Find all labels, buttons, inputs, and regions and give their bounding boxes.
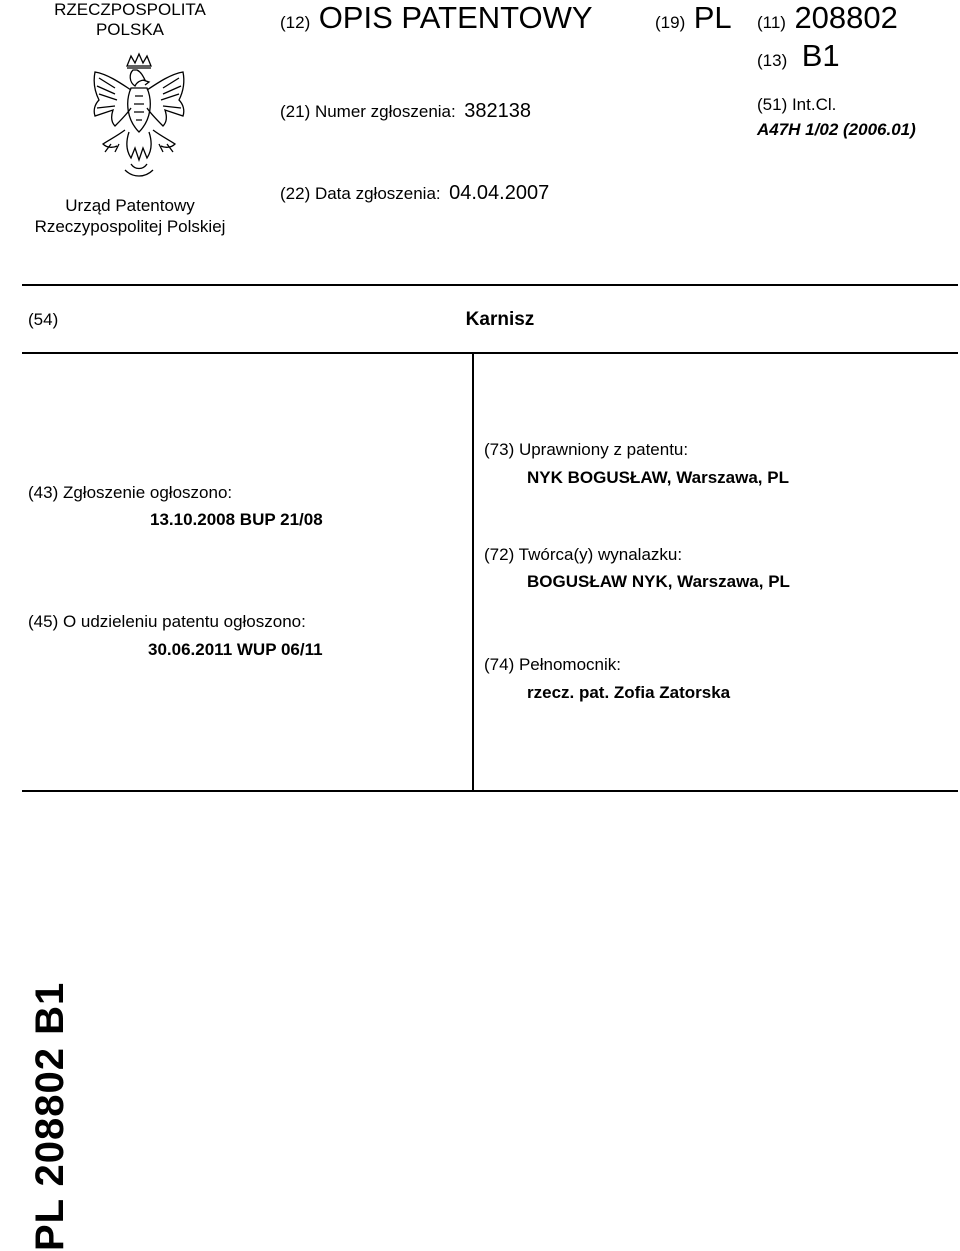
code-21: (21) Numer zgłoszenia: <box>280 102 456 121</box>
code-22: (22) Data zgłoszenia: <box>280 184 441 203</box>
proprietor-value: NYK BOGUSŁAW, Warszawa, PL <box>527 468 789 487</box>
country-code-text: PL <box>693 0 732 35</box>
publication-43-value: 13.10.2008 BUP 21/08 <box>150 510 323 529</box>
int-cl-label: (51) Int.Cl. <box>757 95 837 114</box>
country-name <box>40 0 220 40</box>
application-number <box>280 100 531 123</box>
code-73: (73) Uprawniony z patentu: <box>484 440 689 459</box>
country-code <box>655 0 732 36</box>
code-19: (19) <box>655 13 686 32</box>
side-patent-label: PL 208802 B1 <box>28 981 72 1251</box>
document-type-text: OPIS PATENTOWY <box>318 0 593 35</box>
inventor-value: BOGUSŁAW NYK, Warszawa, PL <box>527 572 790 591</box>
code-43: (43) Zgłoszenie ogłoszono: <box>28 483 233 502</box>
attorney-value: rzecz. pat. Zofia Zatorska <box>527 683 731 702</box>
polish-eagle-emblem-icon <box>85 52 193 180</box>
code-74: (74) Pełnomocnik: <box>484 655 622 674</box>
code-72: (72) Twórca(y) wynalazku: <box>484 545 683 564</box>
kind-code-text: B1 <box>801 38 840 73</box>
invention-title: Karnisz <box>465 309 535 330</box>
divider-bottom <box>22 790 958 792</box>
patent-number-text: 208802 <box>794 0 898 35</box>
code-11: (11) <box>757 13 786 32</box>
filing-date-value: 04.04.2007 <box>449 182 550 204</box>
document-type <box>280 0 593 36</box>
publication-45-value: 30.06.2011 WUP 06/11 <box>148 640 323 659</box>
application-number-value: 382138 <box>464 100 531 122</box>
office-name <box>20 195 240 237</box>
office-line2: Rzeczypospolitej Polskiej <box>34 217 226 236</box>
code-13: (13) <box>757 51 788 70</box>
divider-top <box>22 284 958 286</box>
divider-vertical <box>472 352 474 790</box>
filing-date <box>280 182 549 205</box>
patent-number <box>757 0 898 36</box>
divider-title <box>22 352 958 354</box>
office-line1: Urząd Patentowy <box>65 196 195 215</box>
code-45: (45) O udzieleniu patentu ogłoszono: <box>28 612 306 631</box>
country-line1: RZECZPOSPOLITA <box>54 0 206 19</box>
code-12: (12) <box>280 13 311 32</box>
kind-code <box>757 38 840 74</box>
int-cl-value: A47H 1/02 (2006.01) <box>757 120 916 139</box>
country-line2: POLSKA <box>95 20 165 39</box>
code-54: (54) <box>28 310 59 329</box>
